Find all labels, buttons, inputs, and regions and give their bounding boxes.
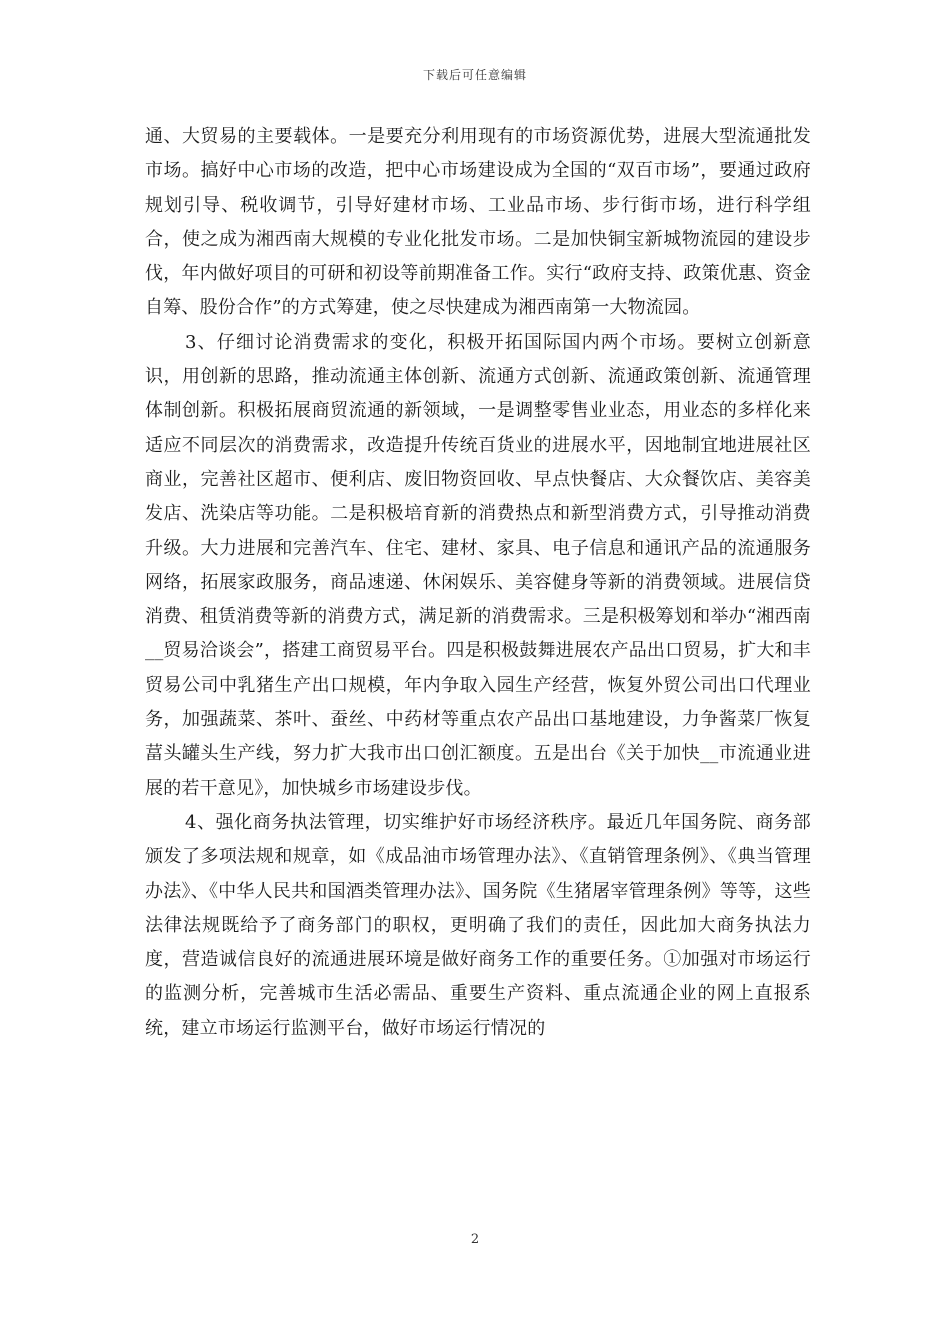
paragraph-continuation: 通、大贸易的主要载体。一是要充分利用现有的市场资源优势，进展大型流通批发市场。搞好中心市场的改造，把中心市场建设成为全国的“双百市场”，要通过政府规划引导、税收调节，引导好建材市场、工业品市场、步行街市场，进行科学组合，使之成为湘西南大规模的专业化批发市场。二是加快铜宝新城物流园的建设步伐，年内做好项目的可研和初设等前期准备工作。实行“政府支持、政策优惠、资金自筹、股份合作”的方式筹建，使之尽快建成为湘西南第一大物流园。 <box>145 126 811 319</box>
paragraph-item-4: 4、强化商务执法管理，切实维护好市场经济秩序。最近几年国务院、商务部颁发了多项法规和规章，如《成品油市场管理办法》、《直销管理条例》、《典当管理办法》、《中华人民共和国酒类管理办法》、国务院《生猪屠宰管理条例》等等，这些法律法规既给予了商务部门的职权，更明确了我们的责任，因此加大商务执法力度，营造诚信良好的流通进展环境是做好商务工作的重要任务。①加强对市场运行的监测分析，完善城市生活必需品、重要生产资料、重点流通企业的网上直报系统，建立市场运行监测平台，做好市场运行情况的 <box>145 811 811 1039</box>
page-header: 下载后可任意编辑 <box>422 68 527 82</box>
document-body <box>145 120 811 1046</box>
paragraph-item-3: 3、仔细讨论消费需求的变化，积极开拓国际国内两个市场。要树立创新意识，用创新的思路，推动流通主体创新、流通方式创新、流通政策创新、流通管理体制创新。积极拓展商贸流通的新领域，一是调整零售业业态，用业态的多样化来适应不同层次的消费需求，改造提升传统百货业的进展水平，因地制宜地进展社区商业，完善社区超市、便利店、废旧物资回收、早点快餐店、大众餐饮店、美容美发店、洗染店等功能。二是积极培育新的消费热点和新型消费方式，引导推动消费升级。大力进展和完善汽车、住宅、建材、家具、电子信息和通讯产品的流通服务网络，拓展家政服务，商品速递、休闲娱乐、美容健身等新的消费领域。进展信贷消费、租赁消费等新的消费方式，满足新的消费需求。三是积极筹划和举办“湘西南__贸易洽谈会”，搭建工商贸易平台。四是积极鼓舞进展农产品出口贸易，扩大和丰贸易公司中乳猪生产出口规模，年内争取入园生产经营，恢复外贸公司出口代理业务，加强蔬菜、茶叶、蚕丝、中药材等重点农产品出口基地建设，力争酱菜厂恢复葍头罐头生产线，努力扩大我市出口创汇额度。五是出台《关于加快__市流通业进展的若干意见》，加快城乡市场建设步伐。 <box>145 331 811 799</box>
page-number: 2 <box>470 1232 480 1247</box>
